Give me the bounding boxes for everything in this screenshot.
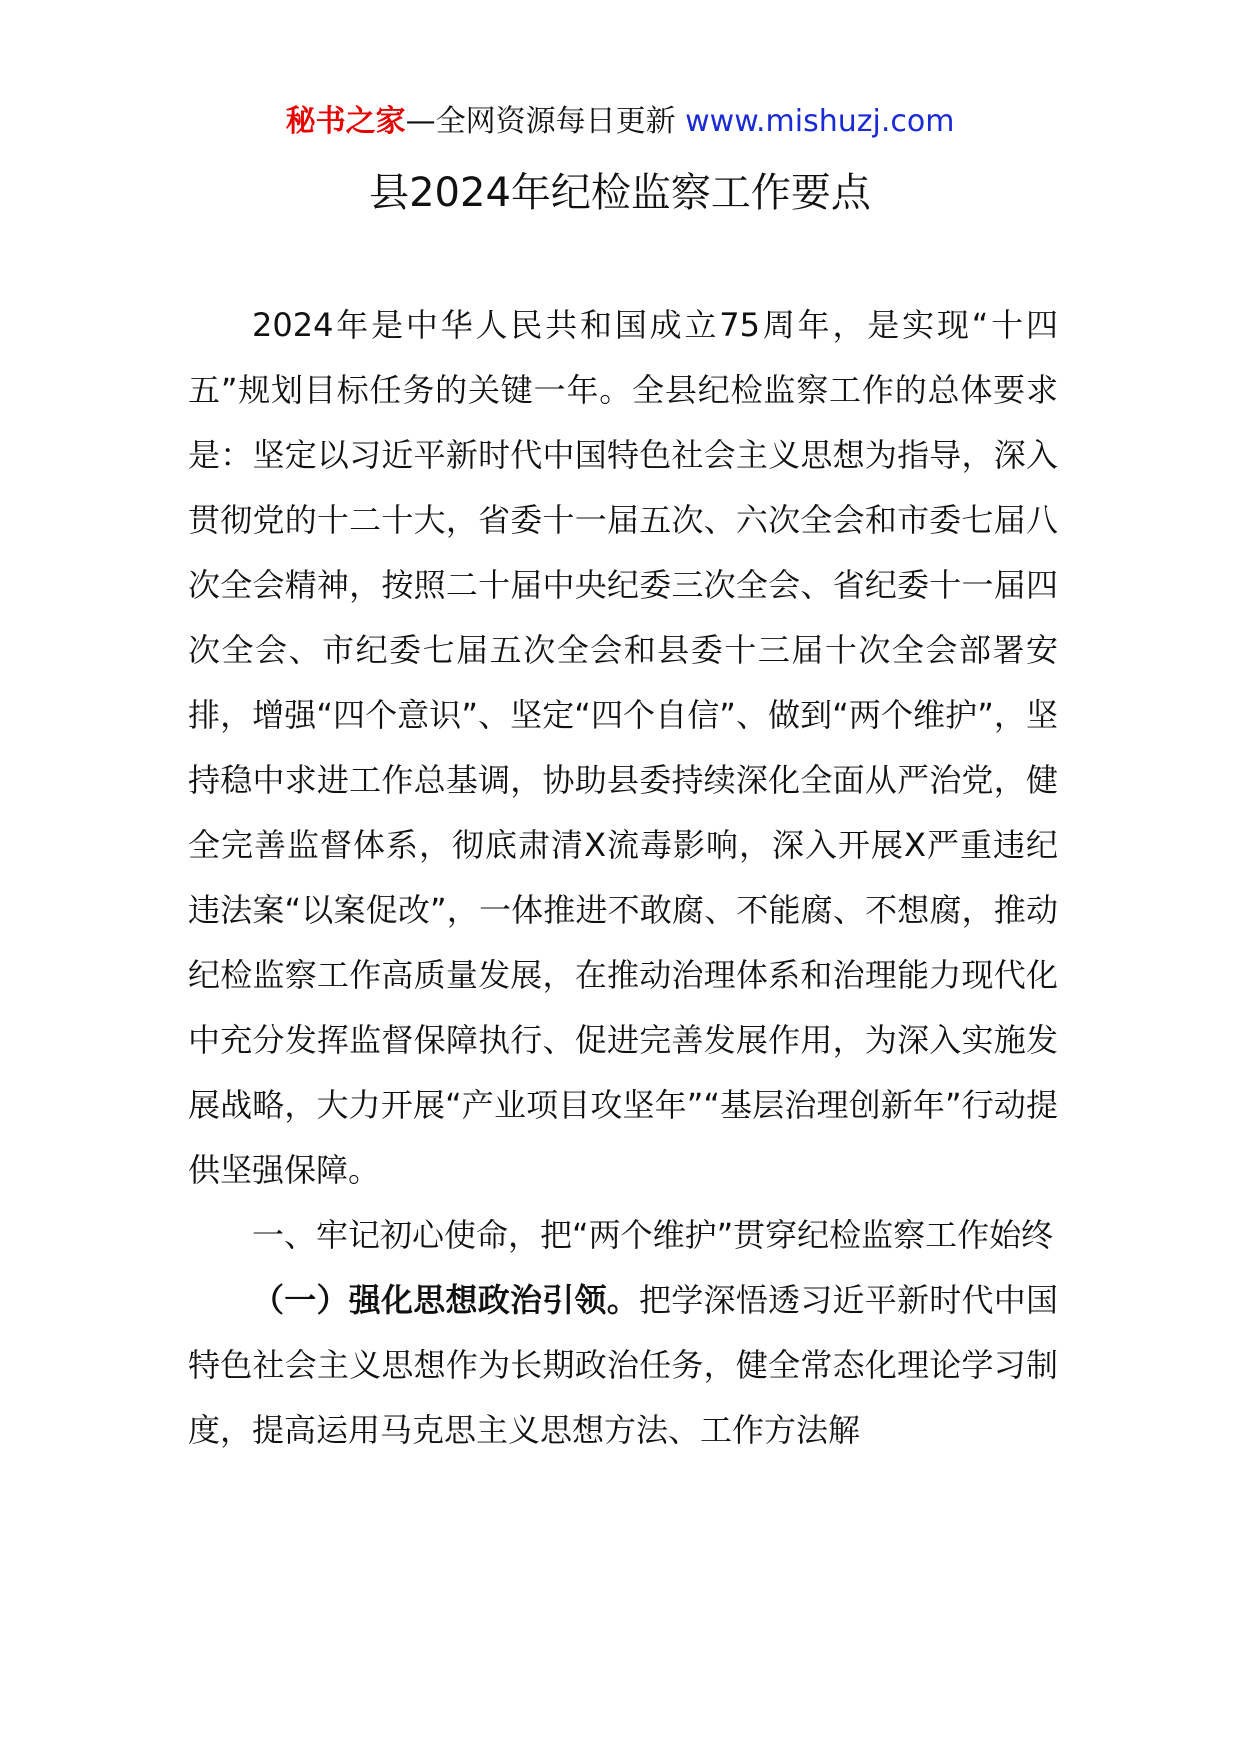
site-slogan: —全网资源每日更新 xyxy=(405,104,686,139)
subsection-heading-1: （一）强化思想政治引领。 xyxy=(252,1281,639,1319)
subsection-text-1: 把学深悟透习近平新时代中国特色社会主义思想作为长期政治任务，健全常态化理论学习制度，提高运用马克思主义思想方法、工作方法解 xyxy=(188,1281,1058,1449)
subsection-paragraph-1 xyxy=(188,1268,1058,1463)
site-url-link[interactable]: www.mishuzj.com xyxy=(685,104,955,139)
section-heading-1: 一、牢记初心使命，把“两个维护”贯穿纪检监察工作始终 xyxy=(252,1216,1054,1254)
site-brand: 秘书之家 xyxy=(285,104,406,139)
site-header xyxy=(0,100,1240,144)
intro-paragraph: 2024年是中华人民共和国成立75周年，是实现“十四五”规划目标任务的关键一年。全县纪检监察工作的总体要求是：坚定以习近平新时代中国特色社会主义思想为指导，深入贯彻党的十二十大，省委十一届五次、六次全会和市委七届八次全会精神，按照二十届中央纪委三次全会、省纪委十一届四次全会、市纪委七届五次全会和县委十三届十次全会部署安排，增强“四个意识”、坚定“四个自信”、做到“两个维护”，坚持稳中求进工作总基调，协助县委持续深化全面从严治党，健全完善监督体系，彻底肃清X流毒影响，深入开展X严重违纪违法案“以案促改”，一体推进不敢腐、不能腐、不想腐，推动纪检监察工作高质量发展，在推动治理体系和治理能力现代化中充分发挥监督保障执行、促进完善发展作用，为深入实施发展战略，大力开展“产业项目攻坚年”“基层治理创新年”行动提供坚强保障。 xyxy=(188,306,1058,1189)
document-body xyxy=(188,293,1058,1463)
document-title: 县2024年纪检监察工作要点 xyxy=(369,170,871,216)
